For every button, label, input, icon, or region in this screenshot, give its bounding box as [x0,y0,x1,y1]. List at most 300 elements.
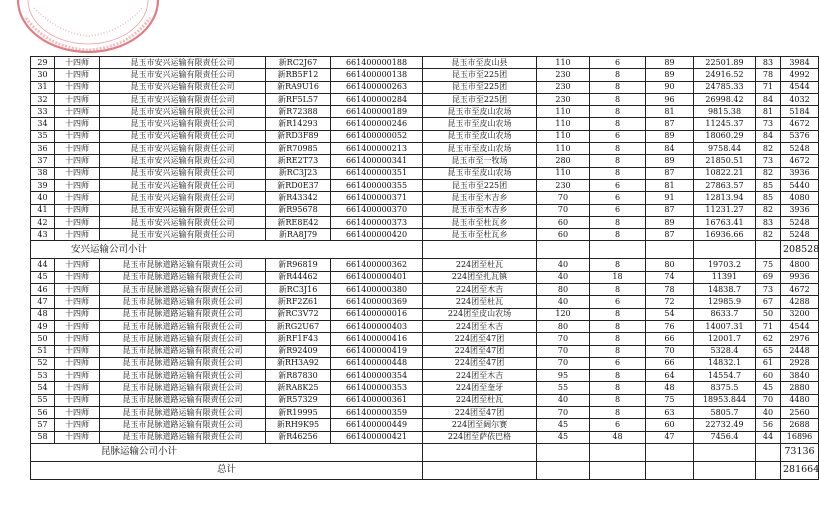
permit-number-cell: 661400000188 [331,57,423,69]
rate-cell: 50 [756,308,781,320]
distance-cell: 230 [537,69,590,81]
rate-cell: 78 [756,69,781,81]
division-cell: 十四师 [55,333,100,345]
table-row [31,370,819,382]
table-row [31,93,819,105]
route-cell: 昆玉市至225团 [423,69,537,81]
rate-cell: 40 [756,407,781,419]
route-cell: 昆玉市至皮山农场 [423,130,537,142]
amount-cell: 27863.57 [694,179,756,191]
route-cell: 昆玉市至杜瓦乡 [423,216,537,228]
total-cell: 4672 [781,284,819,296]
rate-cell: 65 [756,345,781,357]
distance-cell: 120 [537,308,590,320]
division-cell: 十四师 [55,93,100,105]
rate-cell: 70 [756,394,781,406]
total-cell: 4672 [781,155,819,167]
plate-number-cell: 新RB5F12 [266,69,331,81]
division-cell: 十四师 [55,370,100,382]
plate-number-cell: 新R19995 [266,407,331,419]
route-cell: 昆玉市至皮山农场 [423,143,537,155]
distance-cell: 110 [537,143,590,155]
seats-cell: 8 [590,394,646,406]
seats-cell: 8 [590,167,646,179]
company-cell: 昆玉市昆脉道路运输有限责任公司 [100,284,266,296]
permit-number-cell: 661400000401 [331,271,423,283]
distance-cell: 70 [537,204,590,216]
row-number: 44 [31,259,55,271]
row-number: 57 [31,419,55,431]
days-cell: 90 [646,81,694,93]
seats-cell: 6 [590,296,646,308]
table-row [31,57,819,69]
distance-cell: 80 [537,320,590,332]
route-cell: 224团至杜瓦 [423,394,537,406]
distance-cell: 45 [537,419,590,431]
total-cell: 3936 [781,167,819,179]
distance-cell: 110 [537,130,590,142]
days-cell: 87 [646,229,694,241]
seats-cell: 6 [590,419,646,431]
row-number: 30 [31,69,55,81]
total-cell: 3936 [781,204,819,216]
table-row [31,271,819,283]
division-cell: 十四师 [55,167,100,179]
subtotal-label: 昆脉运输公司小计 [31,443,423,461]
distance-cell: 70 [537,345,590,357]
division-cell: 十四师 [55,271,100,283]
division-cell: 十四师 [55,296,100,308]
rate-cell: 82 [756,143,781,155]
seats-cell: 8 [590,320,646,332]
table-row [31,296,819,308]
amount-cell: 14554.7 [694,370,756,382]
days-cell: 89 [646,155,694,167]
company-cell: 昆玉市安兴运输有限责任公司 [100,143,266,155]
table-row [31,192,819,204]
distance-cell: 230 [537,179,590,191]
plate-number-cell: 新R92409 [266,345,331,357]
seats-cell: 6 [590,130,646,142]
route-cell: 224团至木吉 [423,370,537,382]
days-cell: 89 [646,216,694,228]
seats-cell: 6 [590,192,646,204]
plate-number-cell: 新RD0E37 [266,179,331,191]
plate-number-cell: 新RA9U16 [266,81,331,93]
route-cell: 224团至阔尔赛 [423,419,537,431]
rate-cell: 83 [756,57,781,69]
rate-cell: 83 [756,216,781,228]
division-cell: 十四师 [55,308,100,320]
row-number: 43 [31,229,55,241]
company-cell: 昆玉市昆脉道路运输有限责任公司 [100,320,266,332]
row-number: 45 [31,271,55,283]
plate-number-cell: 新RH9K95 [266,419,331,431]
plate-number-cell: 新R72388 [266,106,331,118]
company-cell: 昆玉市昆脉道路运输有限责任公司 [100,357,266,369]
permit-number-cell: 661400000353 [331,382,423,394]
amount-cell: 16763.41 [694,216,756,228]
company-cell: 昆玉市昆脉道路运输有限责任公司 [100,394,266,406]
route-cell: 昆玉市至皮山农场 [423,106,537,118]
row-number: 33 [31,106,55,118]
table-row [31,259,819,271]
grand-total-row [31,461,819,479]
rate-cell: 73 [756,284,781,296]
rate-cell: 61 [756,357,781,369]
days-cell: 74 [646,271,694,283]
seats-cell: 6 [590,357,646,369]
table-row [31,179,819,191]
distance-cell: 110 [537,106,590,118]
distance-cell: 280 [537,155,590,167]
route-cell: 昆玉市至一牧场 [423,155,537,167]
permit-number-cell: 661400000373 [331,216,423,228]
amount-cell: 9758.44 [694,143,756,155]
permit-number-cell: 661400000138 [331,69,423,81]
total-cell: 4992 [781,69,819,81]
row-number: 46 [31,284,55,296]
total-cell: 5248 [781,216,819,228]
plate-number-cell: 新RC3J23 [266,167,331,179]
table-row [31,407,819,419]
total-cell: 4032 [781,93,819,105]
total-cell: 2976 [781,333,819,345]
route-cell: 224团至杜瓦 [423,296,537,308]
total-cell: 2688 [781,419,819,431]
distance-cell: 60 [537,216,590,228]
total-cell: 5440 [781,179,819,191]
rate-cell: 73 [756,155,781,167]
amount-cell: 19703.2 [694,259,756,271]
row-number: 37 [31,155,55,167]
rate-cell: 67 [756,296,781,308]
table-row [31,204,819,216]
seats-cell: 8 [590,143,646,155]
plate-number-cell: 新R57329 [266,394,331,406]
permit-number-cell: 661400000416 [331,333,423,345]
distance-cell: 70 [537,192,590,204]
days-cell: 80 [646,259,694,271]
amount-cell: 22501.89 [694,57,756,69]
row-number: 52 [31,357,55,369]
division-cell: 十四师 [55,192,100,204]
days-cell: 66 [646,333,694,345]
total-cell: 2448 [781,345,819,357]
amount-cell: 14007.31 [694,320,756,332]
plate-number-cell: 新RD3F89 [266,130,331,142]
total-cell: 5184 [781,106,819,118]
table-row [31,143,819,155]
route-cell: 昆玉市至225团 [423,81,537,93]
plate-number-cell: 新R43342 [266,192,331,204]
distance-cell: 70 [537,357,590,369]
company-cell: 昆玉市安兴运输有限责任公司 [100,81,266,93]
seats-cell: 18 [590,271,646,283]
route-cell: 昆玉市至木吉乡 [423,192,537,204]
table-row [31,320,819,332]
row-number: 39 [31,179,55,191]
distance-cell: 40 [537,394,590,406]
permit-number-cell: 661400000449 [331,419,423,431]
route-cell: 昆玉市至225团 [423,179,537,191]
company-cell: 昆玉市安兴运输有限责任公司 [100,167,266,179]
seats-cell: 8 [590,333,646,345]
official-seal-stamp [8,0,176,58]
table-row [31,382,819,394]
total-cell: 4672 [781,118,819,130]
days-cell: 87 [646,167,694,179]
permit-number-cell: 661400000354 [331,370,423,382]
route-cell: 224团至47团 [423,333,537,345]
amount-cell: 14832.1 [694,357,756,369]
plate-number-cell: 新RA8K25 [266,382,331,394]
division-cell: 十四师 [55,216,100,228]
plate-number-cell: 新RF2Z61 [266,296,331,308]
rate-cell: 71 [756,320,781,332]
division-cell: 十四师 [55,179,100,191]
seats-cell: 8 [590,216,646,228]
row-number: 56 [31,407,55,419]
table-row [31,81,819,93]
days-cell: 66 [646,357,694,369]
rate-cell: 85 [756,179,781,191]
seats-cell: 6 [590,57,646,69]
seats-cell: 8 [590,229,646,241]
route-cell: 昆玉市至皮山农场 [423,118,537,130]
grand-total-value: 281664 [781,461,819,479]
table-row [31,419,819,431]
amount-cell: 11245.37 [694,118,756,130]
total-cell: 4800 [781,259,819,271]
bus-data-table [30,56,819,480]
total-cell: 9936 [781,271,819,283]
amount-cell: 11231.27 [694,204,756,216]
permit-number-cell: 661400000419 [331,345,423,357]
company-cell: 昆玉市昆脉道路运输有限责任公司 [100,382,266,394]
total-cell: 2880 [781,382,819,394]
total-cell: 2560 [781,407,819,419]
plate-number-cell: 新RH3A92 [266,357,331,369]
company-cell: 昆玉市昆脉道路运输有限责任公司 [100,259,266,271]
company-cell: 昆玉市昆脉道路运输有限责任公司 [100,271,266,283]
permit-number-cell: 661400000421 [331,431,423,443]
seats-cell: 8 [590,106,646,118]
table-row [31,216,819,228]
company-cell: 昆玉市安兴运输有限责任公司 [100,57,266,69]
seats-cell: 48 [590,431,646,443]
days-cell: 91 [646,192,694,204]
company-cell: 昆玉市安兴运输有限责任公司 [100,179,266,191]
plate-number-cell: 新RA8J79 [266,229,331,241]
distance-cell: 55 [537,382,590,394]
table-row [31,345,819,357]
division-cell: 十四师 [55,229,100,241]
division-cell: 十四师 [55,259,100,271]
days-cell: 60 [646,419,694,431]
amount-cell: 8633.7 [694,308,756,320]
amount-cell: 12813.94 [694,192,756,204]
subtotal-value: 208528 [781,241,819,259]
distance-cell: 40 [537,296,590,308]
rate-cell: 71 [756,81,781,93]
table-row [31,431,819,443]
total-cell: 2928 [781,357,819,369]
row-number: 53 [31,370,55,382]
total-cell: 4544 [781,320,819,332]
route-cell: 224团至47团 [423,407,537,419]
rate-cell: 62 [756,333,781,345]
division-cell: 十四师 [55,407,100,419]
rate-cell: 60 [756,370,781,382]
plate-number-cell: 新R44462 [266,271,331,283]
row-number: 47 [31,296,55,308]
amount-cell: 5805.7 [694,407,756,419]
plate-number-cell: 新R14293 [266,118,331,130]
row-number: 51 [31,345,55,357]
subtotal-label: 安兴运输公司小计 [31,241,423,259]
amount-cell: 22732.49 [694,419,756,431]
amount-cell: 21850.51 [694,155,756,167]
row-number: 34 [31,118,55,130]
total-cell: 3840 [781,370,819,382]
amount-cell: 26998.42 [694,93,756,105]
days-cell: 81 [646,106,694,118]
days-cell: 70 [646,345,694,357]
distance-cell: 60 [537,229,590,241]
distance-cell: 95 [537,370,590,382]
plate-number-cell: 新RG2U67 [266,320,331,332]
amount-cell: 18953.844 [694,394,756,406]
company-cell: 昆玉市安兴运输有限责任公司 [100,69,266,81]
company-cell: 昆玉市昆脉道路运输有限责任公司 [100,419,266,431]
rate-cell: 69 [756,271,781,283]
plate-number-cell: 新R70985 [266,143,331,155]
division-cell: 十四师 [55,57,100,69]
days-cell: 81 [646,179,694,191]
plate-number-cell: 新R87830 [266,370,331,382]
seats-cell: 6 [590,179,646,191]
route-cell: 224团至奎牙 [423,382,537,394]
seats-cell: 8 [590,382,646,394]
amount-cell: 24916.52 [694,69,756,81]
amount-cell: 24785.33 [694,81,756,93]
permit-number-cell: 661400000052 [331,130,423,142]
rate-cell: 84 [756,93,781,105]
distance-cell: 110 [537,57,590,69]
amount-cell: 7456.4 [694,431,756,443]
company-cell: 昆玉市安兴运输有限责任公司 [100,204,266,216]
grand-total-label: 总计 [31,461,423,479]
rate-cell: 73 [756,118,781,130]
division-cell: 十四师 [55,320,100,332]
seats-cell: 8 [590,370,646,382]
amount-cell: 12001.7 [694,333,756,345]
division-cell: 十四师 [55,143,100,155]
company-cell: 昆玉市安兴运输有限责任公司 [100,229,266,241]
table-row [31,308,819,320]
permit-number-cell: 661400000371 [331,192,423,204]
company-cell: 昆玉市安兴运输有限责任公司 [100,155,266,167]
total-cell: 4080 [781,192,819,204]
total-cell: 16896 [781,431,819,443]
division-cell: 十四师 [55,81,100,93]
table-row [31,69,819,81]
distance-cell: 80 [537,284,590,296]
permit-number-cell: 661400000380 [331,284,423,296]
table-row [31,155,819,167]
total-cell: 4544 [781,81,819,93]
row-number: 48 [31,308,55,320]
amount-cell: 14838.7 [694,284,756,296]
row-number: 38 [31,167,55,179]
amount-cell: 12985.9 [694,296,756,308]
division-cell: 十四师 [55,106,100,118]
permit-number-cell: 661400000361 [331,394,423,406]
days-cell: 76 [646,320,694,332]
total-cell: 3984 [781,57,819,69]
plate-number-cell: 新RE8E42 [266,216,331,228]
distance-cell: 230 [537,93,590,105]
rate-cell: 82 [756,204,781,216]
seats-cell: 8 [590,259,646,271]
company-cell: 昆玉市昆脉道路运输有限责任公司 [100,431,266,443]
plate-number-cell: 新RE2T73 [266,155,331,167]
days-cell: 89 [646,69,694,81]
company-cell: 昆玉市昆脉道路运输有限责任公司 [100,407,266,419]
rate-cell: 81 [756,106,781,118]
permit-number-cell: 661400000362 [331,259,423,271]
permit-number-cell: 661400000448 [331,357,423,369]
division-cell: 十四师 [55,419,100,431]
row-number: 54 [31,382,55,394]
total-cell: 5376 [781,130,819,142]
permit-number-cell: 661400000016 [331,308,423,320]
row-number: 55 [31,394,55,406]
distance-cell: 110 [537,167,590,179]
company-cell: 昆玉市安兴运输有限责任公司 [100,93,266,105]
plate-number-cell: 新R96819 [266,259,331,271]
rate-cell: 44 [756,431,781,443]
amount-cell: 11391 [694,271,756,283]
rate-cell: 84 [756,130,781,142]
seats-cell: 8 [590,155,646,167]
total-cell: 5248 [781,143,819,155]
permit-number-cell: 661400000403 [331,320,423,332]
rate-cell: 75 [756,259,781,271]
division-cell: 十四师 [55,118,100,130]
days-cell: 54 [646,308,694,320]
distance-cell: 230 [537,81,590,93]
row-number: 29 [31,57,55,69]
table-row [31,333,819,345]
amount-cell: 18060.29 [694,130,756,142]
permit-number-cell: 661400000351 [331,167,423,179]
route-cell: 昆玉市至木吉乡 [423,204,537,216]
company-cell: 昆玉市昆脉道路运输有限责任公司 [100,308,266,320]
table-row [31,106,819,118]
seats-cell: 8 [590,308,646,320]
table-row [31,357,819,369]
division-cell: 十四师 [55,284,100,296]
seats-cell: 8 [590,284,646,296]
total-cell: 4288 [781,296,819,308]
route-cell: 224团至萨依巴格 [423,431,537,443]
company-cell: 昆玉市昆脉道路运输有限责任公司 [100,296,266,308]
amount-cell: 16936.66 [694,229,756,241]
days-cell: 64 [646,370,694,382]
company-cell: 昆玉市安兴运输有限责任公司 [100,130,266,142]
